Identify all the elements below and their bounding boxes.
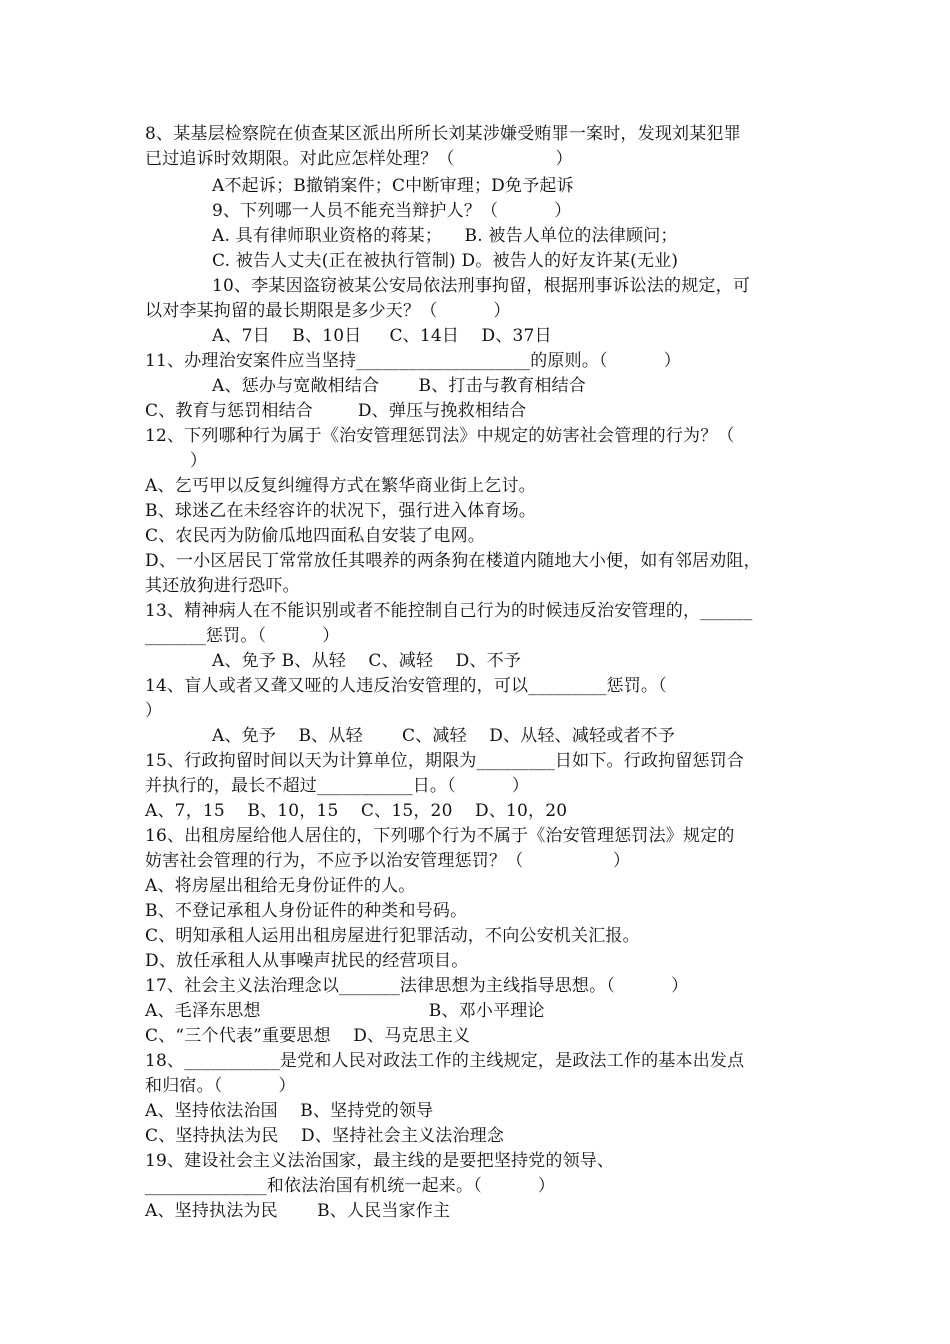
- question-18-options-c-d: C、坚持执法为民 D、坚持社会主义法治理念: [145, 1126, 505, 1146]
- question-15-text-line-2: 并执行的，最长不超过___________日。（ ）: [145, 776, 530, 796]
- question-10-options: A、7日 B、10日 C、14日 D、37日: [212, 326, 552, 346]
- question-16-option-b: B、不登记承租人身份证件的种类和号码。: [145, 901, 468, 921]
- question-17-options-a-b: A、毛泽东思想 B、邓小平理论: [145, 1001, 545, 1021]
- question-19-text-line-2: ______________和依法治国有机统一起来。（ ）: [145, 1176, 556, 1196]
- question-19-text-line-1: 19、建设社会主义法治国家，最主线的是要把坚持党的领导、: [145, 1151, 615, 1171]
- question-9-text: 9、下列哪一人员不能充当辩护人？（ ）: [212, 201, 572, 221]
- question-12-text-line-2: ）: [145, 451, 208, 471]
- question-13-text-line-1: 13、精神病人在不能识别或者不能控制自己行为的时候违反治安管理的，______: [145, 601, 753, 621]
- question-9-options-c-d: C. 被告人丈夫(正在被执行管制) D。被告人的好友许某(无业): [212, 251, 679, 271]
- question-14-text-line-1: 14、盲人或者又聋又哑的人违反治安管理的，可以_________惩罚。（: [145, 676, 667, 696]
- question-15-text-line-1: 15、行政拘留时间以天为计算单位，期限为_________日如下。行政拘留惩罚合: [145, 751, 745, 771]
- question-16-option-a: A、将房屋出租给无身份证件的人。: [145, 876, 416, 896]
- question-8-text-line-2: 已过追诉时效期限。对此应怎样处理？（ ）: [145, 149, 573, 169]
- question-12-text-line-1: 12、下列哪种行为属于《治安管理惩罚法》中规定的妨害社会管理的行为？（: [145, 426, 735, 446]
- question-10-text-line-2: 以对李某拘留的最长期限是多少天？（ ）: [145, 301, 511, 321]
- question-19-options-a-b: A、坚持执法为民 B、人民当家作主: [145, 1201, 451, 1221]
- question-12-option-a: A、乞丐甲以反复纠缠得方式在繁华商业街上乞讨。: [145, 476, 536, 496]
- question-12-option-c: C、农民丙为防偷瓜地四面私自安装了电网。: [145, 526, 486, 546]
- question-11-options-c-d: C、教育与惩罚相结合 D、弹压与挽救相结合: [145, 401, 527, 421]
- question-12-option-b: B、球迷乙在未经容许的状况下，强行进入体育场。: [145, 501, 537, 521]
- question-11-options-a-b: A、惩办与宽敞相结合 B、打击与教育相结合: [212, 376, 586, 396]
- question-18-options-a-b: A、坚持依法治国 B、坚持党的领导: [145, 1101, 434, 1121]
- question-16-text-line-1: 16、出租房屋给他人居住的，下列哪个行为不属于《治安管理惩罚法》规定的: [145, 826, 735, 846]
- question-18-text-line-2: 和归宿。（ ）: [145, 1076, 296, 1096]
- question-14-options: A、免予 B、从轻 C、减轻 D、从轻、减轻或者不予: [212, 726, 676, 746]
- question-13-text-line-2: _______惩罚。（ ）: [145, 626, 340, 646]
- question-15-options: A、7，15 B、10，15 C、15，20 D、10，20: [145, 801, 568, 821]
- question-17-text: 17、社会主义法治理念以_______法律思想为主线指导思想。（ ）: [145, 976, 689, 996]
- question-12-option-d-line-2: 其还放狗进行恐吓。: [145, 576, 300, 596]
- question-8-options: A不起诉；B撤销案件；C中断审理；D免予起诉: [212, 176, 574, 196]
- question-12-option-d-line-1: D、一小区居民丁常常放任其喂养的两条狗在楼道内随地大小便，如有邻居劝阻，: [145, 551, 761, 571]
- question-18-text-line-1: 18、___________是党和人民对政法工作的主线规定，是政法工作的基本出发点: [145, 1051, 745, 1071]
- question-11-text: 11、办理治安案件应当坚持____________________的原则。（ ）: [145, 351, 681, 371]
- question-16-option-c: C、明知承租人运用出租房屋进行犯罪活动，不向公安机关汇报。: [145, 926, 640, 946]
- question-8-text-line-1: 8、某基层检察院在侦查某区派出所所长刘某涉嫌受贿罪一案时，发现刘某犯罪: [145, 124, 741, 144]
- question-9-options-a-b: A. 具有律师职业资格的蒋某； B. 被告人单位的法律顾问；: [212, 226, 678, 246]
- question-13-options: A、免予 B、从轻 C、减轻 D、不予: [212, 651, 522, 671]
- question-10-text-line-1: 10、李某因盗窃被某公安局依法刑事拘留，根据刑事诉讼法的规定，可: [212, 276, 751, 296]
- question-16-option-d: D、放任承租人从事噪声扰民的经营项目。: [145, 951, 469, 971]
- question-14-text-line-2: ）: [145, 701, 163, 721]
- question-16-text-line-2: 妨害社会管理的行为，不应予以治安管理惩罚？（ ）: [145, 851, 631, 871]
- question-17-options-c-d: C、“三个代表”重要思想 D、马克思主义: [145, 1026, 471, 1046]
